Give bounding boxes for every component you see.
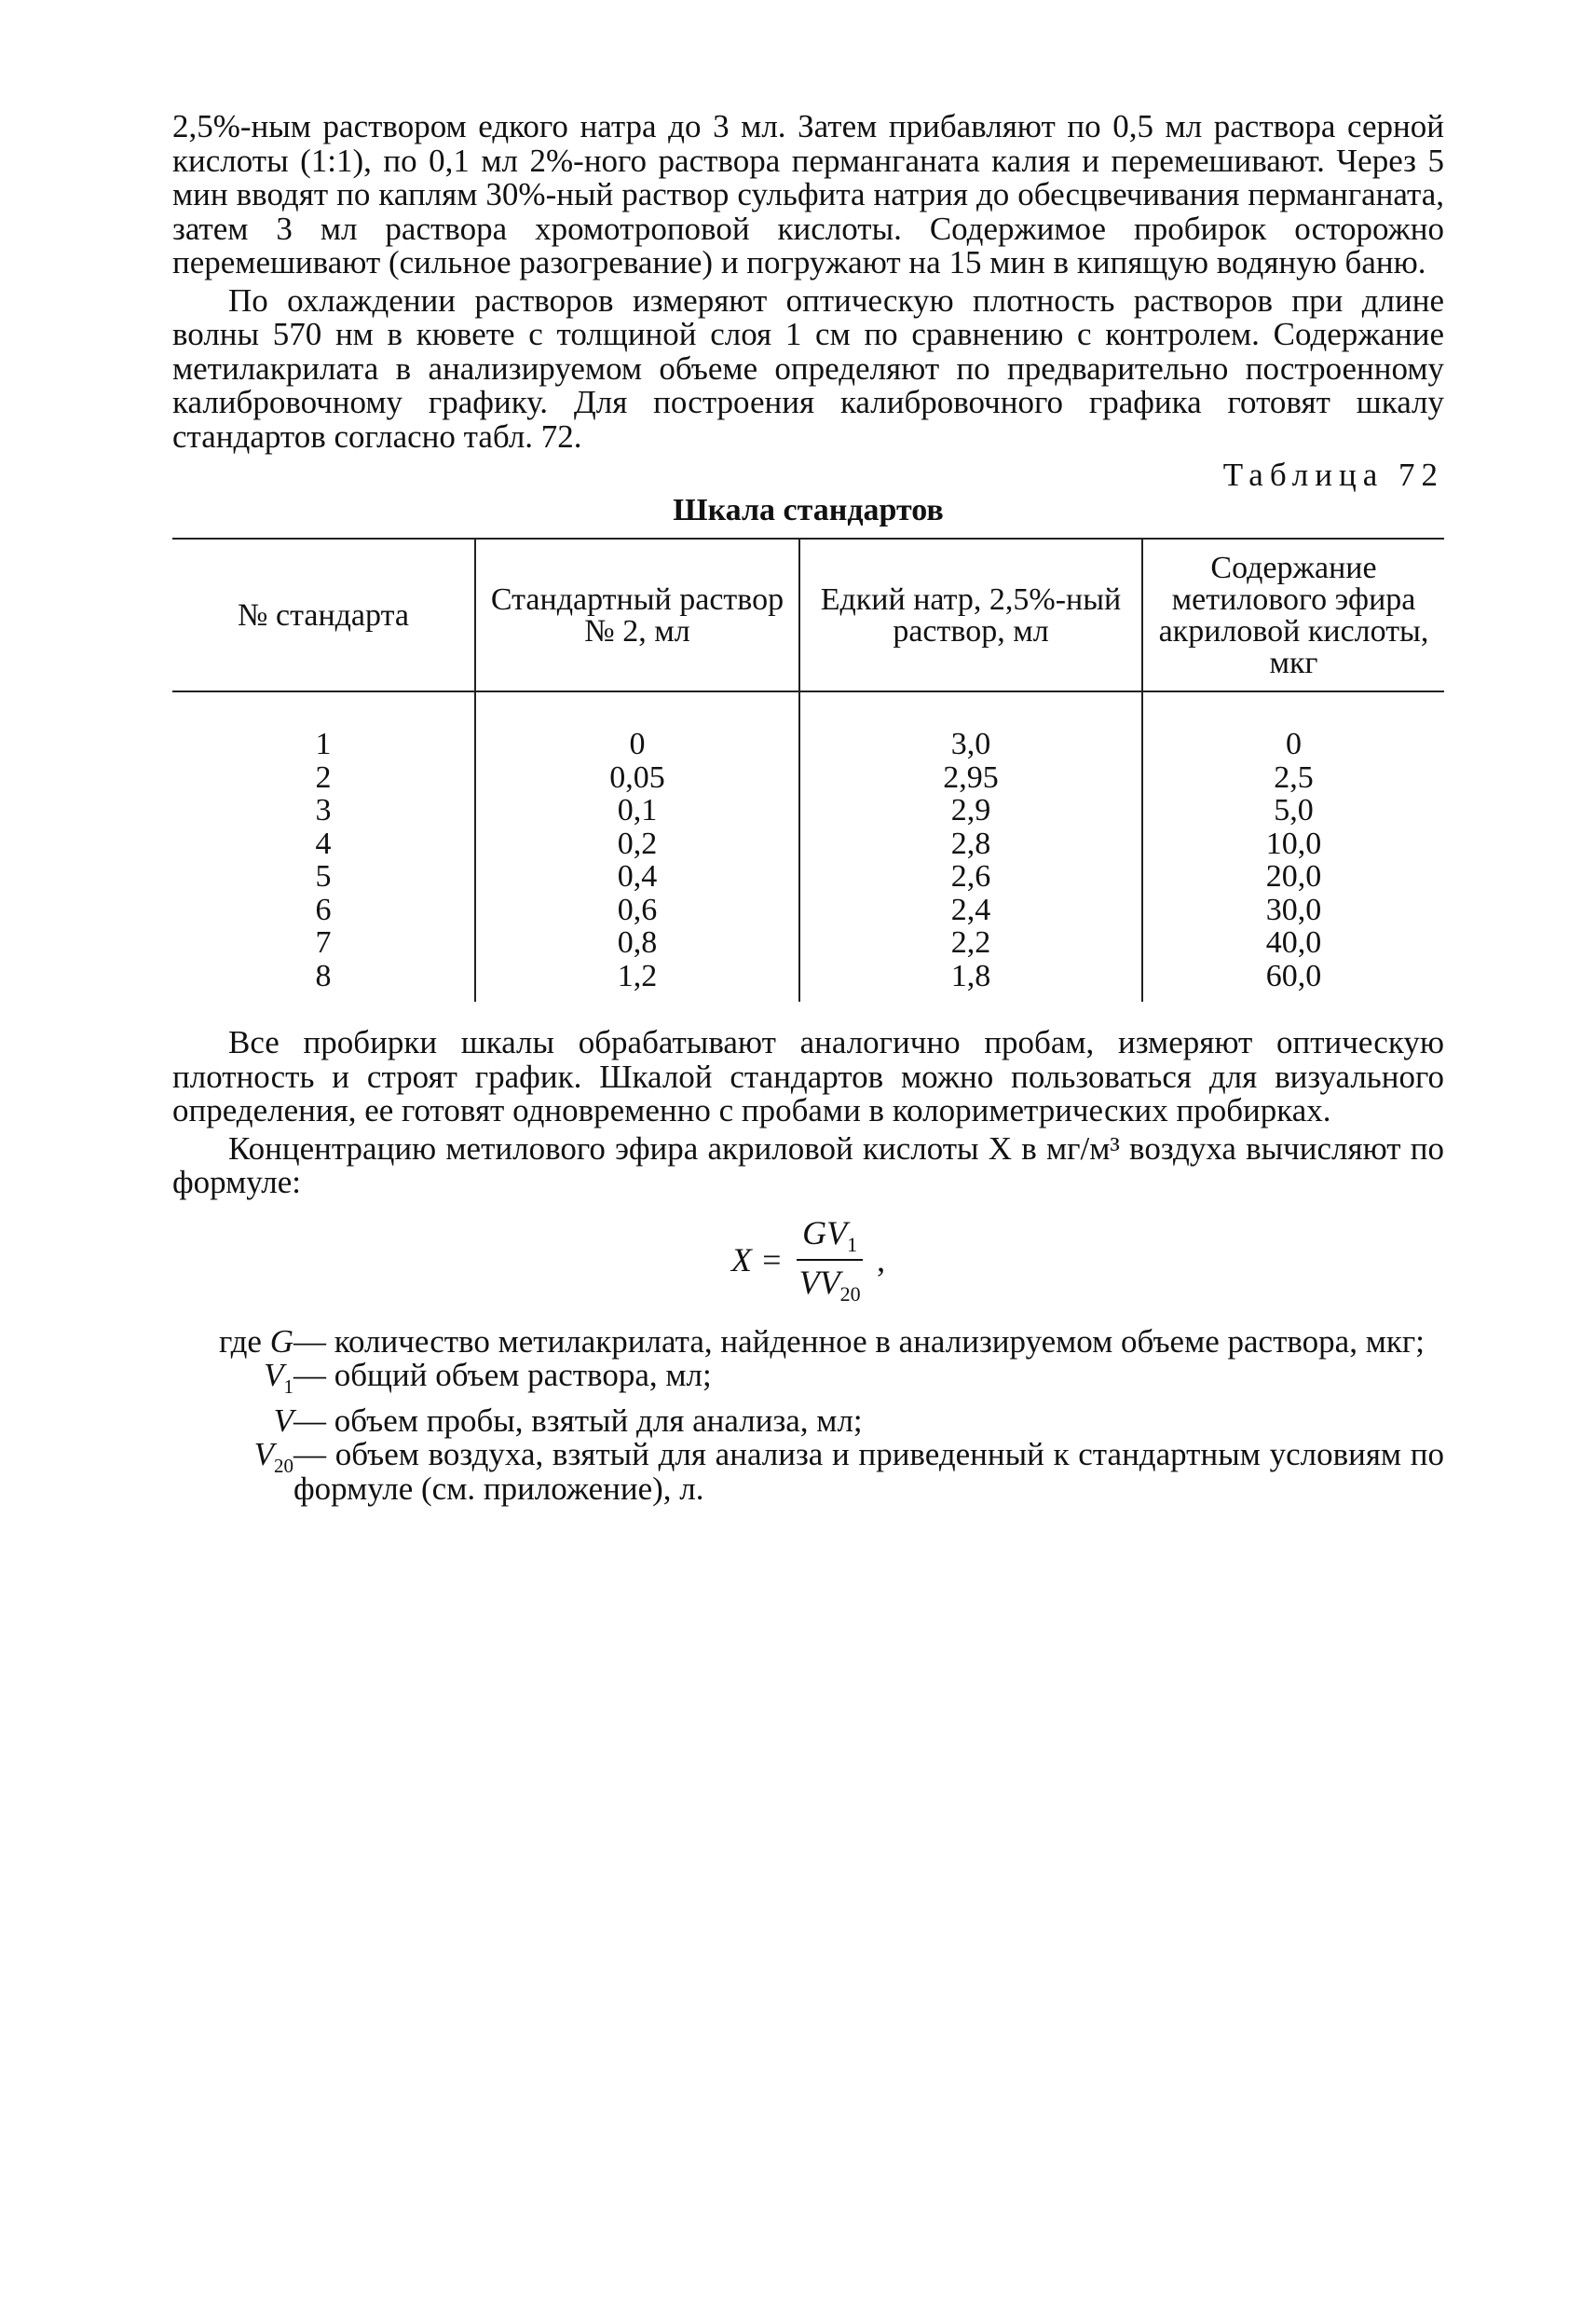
table-caption: Таблица 72 xyxy=(1222,457,1444,493)
definition-symbol xyxy=(172,1438,293,1506)
cell-content: 60,0 xyxy=(1142,960,1444,1003)
header-content: Содержание метилового эфира акриловой кислоты, мкг xyxy=(1142,539,1444,691)
symbol-letter xyxy=(264,1357,293,1399)
concentration-paragraph: Концентрацию метилового эфира акриловой кислоты X в мг/м³ воздуха вычисляют по формуле: xyxy=(172,1129,1444,1200)
table-row xyxy=(172,691,1444,761)
cell-standard-number: 2 xyxy=(315,759,332,795)
cell-sodium-hydroxide: 2,6 xyxy=(799,860,1142,894)
cell-standard-solution: 0,05 xyxy=(475,761,799,795)
table-row xyxy=(172,827,1444,861)
formula-tail: , xyxy=(877,1240,886,1279)
cell-standard-solution: 0,2 xyxy=(475,827,799,861)
formula-fraction xyxy=(797,1213,863,1306)
formula-lhs: X = xyxy=(730,1240,784,1279)
cell-content: 10,0 xyxy=(1142,827,1444,861)
definition-text: — объем пробы, взятый для анализа, мл; xyxy=(293,1402,863,1439)
cell-standard-solution: 0 xyxy=(475,691,799,761)
definition-text: — общий объем раствора, мл; xyxy=(293,1357,712,1394)
document-page xyxy=(172,110,1444,1506)
cell-standard-solution: 0,1 xyxy=(475,794,799,827)
table-row xyxy=(172,894,1444,927)
symbol-char: V xyxy=(264,1357,284,1394)
numerator-text: GV xyxy=(802,1213,848,1251)
cell-standard-number: 5 xyxy=(315,859,332,894)
header-sodium-hydroxide: Едкий натр, 2,5%-ный раствор, мл xyxy=(799,539,1142,691)
denominator-text: VV xyxy=(798,1263,840,1301)
cell-content: 20,0 xyxy=(1142,860,1444,894)
table-row xyxy=(172,761,1444,795)
table-header-row xyxy=(172,539,1444,691)
cell-standard-solution: 0,6 xyxy=(475,894,799,927)
formula-denominator xyxy=(797,1261,863,1306)
table-row xyxy=(172,794,1444,827)
definitions-list xyxy=(172,1322,1444,1507)
cell-standard-number: 3 xyxy=(315,793,332,827)
cell-sodium-hydroxide: 2,2 xyxy=(799,926,1142,960)
symbol-letter: G xyxy=(269,1322,293,1360)
definition-text: — количество метилакрилата, найденное в анализируемом объеме раствора, мкг; xyxy=(293,1322,1425,1360)
header-standard-number: № стандарта xyxy=(172,539,475,691)
definition-text: — объем воздуха, взятый для анализа и приведенный к стандартным условиям по формуле (см. приложение), л. xyxy=(293,1436,1444,1507)
symbol-subscript: 20 xyxy=(274,1455,293,1478)
numerator-subscript: 1 xyxy=(847,1232,858,1256)
measurement-paragraph: По охлаждении растворов измеряют оптическую плотность растворов при длине волны 570 нм в кювете с толщиной слоя 1 см по сравнению с контролем. Содержание метилакрилата в анализируемом объеме определяют по предварительно построенному калибровочному графику. Для построения калибровочного графика готовят шкалу стандартов согласно табл. 72. xyxy=(172,281,1444,455)
cell-sodium-hydroxide: 2,4 xyxy=(799,894,1142,927)
cell-content: 5,0 xyxy=(1142,794,1444,827)
definition-prefix: где xyxy=(219,1322,270,1360)
denominator-subscript: 20 xyxy=(839,1281,861,1306)
cell-sodium-hydroxide: 2,95 xyxy=(799,761,1142,795)
table-row xyxy=(172,926,1444,960)
table-title: Шкала стандартов xyxy=(673,493,944,527)
definition-symbol xyxy=(172,1322,293,1360)
concentration-formula xyxy=(172,1213,1444,1306)
table-row xyxy=(172,960,1444,1003)
definition-symbol xyxy=(172,1359,293,1404)
definition-symbol xyxy=(172,1404,293,1439)
cell-standard-number: 4 xyxy=(315,826,332,861)
symbol-letter: V xyxy=(273,1402,293,1439)
cell-content: 2,5 xyxy=(1142,761,1444,795)
cell-content: 40,0 xyxy=(1142,926,1444,960)
symbol-subscript: 1 xyxy=(283,1375,293,1399)
cell-standard-number: 7 xyxy=(315,925,332,960)
formula-numerator xyxy=(797,1213,863,1261)
definition-item xyxy=(172,1322,1444,1360)
table-row xyxy=(172,860,1444,894)
definition-item xyxy=(172,1404,1444,1439)
cell-sodium-hydroxide: 3,0 xyxy=(799,691,1142,761)
cell-standard-number: 8 xyxy=(315,958,332,993)
cell-standard-solution: 0,4 xyxy=(475,860,799,894)
definition-item xyxy=(172,1438,1444,1506)
cell-content: 0 xyxy=(1142,691,1444,761)
cell-standard-solution: 0,8 xyxy=(475,926,799,960)
cell-standard-number: 6 xyxy=(315,892,332,927)
after-table-paragraph: Все пробирки шкалы обрабатывают аналогично пробам, измеряют оптическую плотность и строят график. Шкалой стандартов можно пользоваться для визуального определения, ее готовят одновременно с пробами в колориметрических пробирках. xyxy=(172,1024,1444,1128)
cell-content: 30,0 xyxy=(1142,894,1444,927)
cell-sodium-hydroxide: 2,8 xyxy=(799,827,1142,861)
cell-sodium-hydroxide: 2,9 xyxy=(799,794,1142,827)
intro-paragraph: 2,5%-ным раствором едкого натра до 3 мл. Затем прибавляют по 0,5 мл раствора серной кислоты (1:1), по 0,1 мл 2%-ного раствора перманганата калия и перемешивают. Через 5 мин вводят по каплям 30%-ный раствор сульфита натрия до обесцвечивания перманганата, затем 3 мл раствора хромотроповой кислоты. Содержимое пробирок осторожно перемешивают (сильное разогревание) и погружают на 15 мин в кипящую водяную баню. xyxy=(172,108,1444,280)
definition-item xyxy=(172,1359,1444,1404)
cell-standard-solution: 1,2 xyxy=(475,960,799,1003)
cell-standard-number: 1 xyxy=(315,727,332,761)
standards-table xyxy=(172,538,1444,1002)
symbol-letter xyxy=(253,1436,293,1478)
symbol-char: V xyxy=(253,1436,274,1473)
cell-sodium-hydroxide: 1,8 xyxy=(799,960,1142,1003)
header-standard-solution: Стандартный раствор № 2, мл xyxy=(475,539,799,691)
